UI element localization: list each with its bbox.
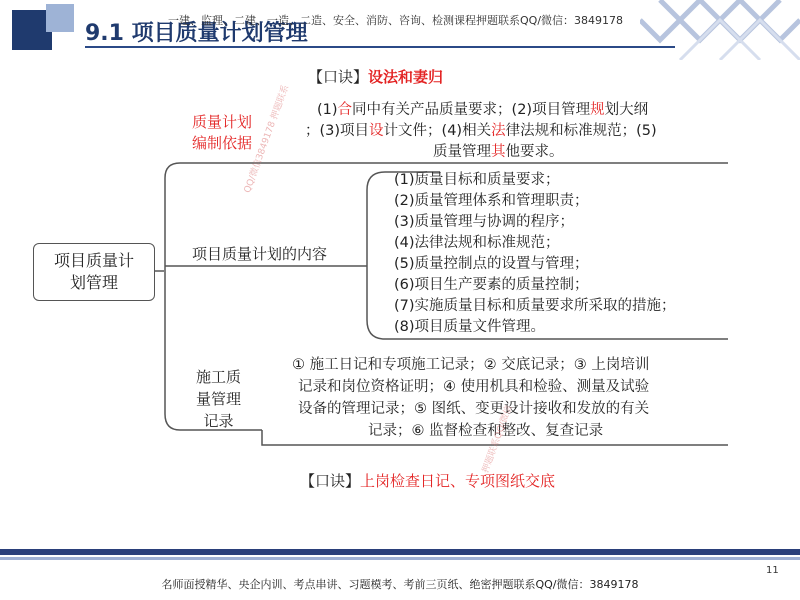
contents-item: (1)质量目标和质量要求； xyxy=(394,172,560,188)
top-contact-note: 一建、监理、二建、一造、二造、安全、消防、咨询、检测课程押题联系QQ/微信：3849178 xyxy=(168,14,624,27)
footer-bar-light xyxy=(0,557,800,560)
branch-contents-label: 项目质量计划的内容 xyxy=(192,245,328,263)
branch-records-label xyxy=(196,366,241,432)
watermark: 押题联系QQ/微信 xyxy=(480,404,515,475)
contents-item: (5)质量控制点的设置与管理； xyxy=(394,256,589,272)
footer-text: 名师面授精华、央企内训、考点串讲、习题模考、考前三页纸、绝密押题联系QQ/微信：3849178 xyxy=(161,578,639,591)
page-title: 9.1 项目质量计划管理 xyxy=(85,21,308,46)
contents-item: (3)质量管理与协调的程序； xyxy=(394,214,575,230)
basis-content-line1: (1)合同中有关产品质量要求；(2)项目管理规划大纲 xyxy=(317,102,649,118)
basis-content-line3: 质量管理其他要求。 xyxy=(433,144,564,160)
watermark: QQ/微信3849178 押题联系 xyxy=(242,83,292,195)
mnemonic-top-prefix: 【口诀】 xyxy=(308,68,369,86)
root-label-line1: 项目质量计 xyxy=(53,251,134,270)
branch-basis-label xyxy=(192,112,252,154)
contents-item: (7)实施质量目标和质量要求所采取的措施； xyxy=(394,298,676,314)
root-label-line2: 划管理 xyxy=(69,273,118,292)
contents-list xyxy=(394,170,676,338)
records-content xyxy=(286,354,649,442)
branch-basis-line1: 质量计划 xyxy=(192,113,253,131)
contents-item: (8)项目质量文件管理。 xyxy=(394,319,546,335)
records-content-line: 记录和岗位资格证明；④ 使用机具和检验、测量及试验 xyxy=(298,379,650,395)
footer-bar xyxy=(0,549,800,555)
mnemonic-bottom-text: 上岗检查日记、专项图纸交底 xyxy=(360,472,556,490)
basis-content xyxy=(305,100,657,163)
contents-item: (6)项目生产要素的质量控制； xyxy=(394,277,589,293)
branch-records-line3: 记录 xyxy=(203,412,234,430)
records-content-line: ① 施工日记和专项施工记录；② 交底记录；③ 上岗培训 xyxy=(292,357,650,373)
contents-item: (2)质量管理体系和管理职责； xyxy=(394,193,589,209)
page-number: 11 xyxy=(766,565,779,576)
mnemonic-top-text: 设法和妻归 xyxy=(368,68,444,86)
branch-basis-line2: 编制依据 xyxy=(192,134,253,152)
root-node xyxy=(33,243,155,301)
branch-records-line2: 量管理 xyxy=(196,390,242,408)
records-content-line: 设备的管理记录；⑤ 图纸、变更设计接收和发放的有关 xyxy=(298,401,650,417)
branch-records-line1: 施工质 xyxy=(196,368,242,386)
records-content-line: 记录；⑥ 监督检查和整改、复查记录 xyxy=(368,423,604,439)
mnemonic-bottom xyxy=(300,470,555,491)
basis-content-line2: ；(3)项目设计文件；(4)相关法律法规和标准规范；(5) xyxy=(305,123,657,139)
mnemonic-bottom-prefix: 【口诀】 xyxy=(300,472,361,490)
contents-item: (4)法律法规和标准规范； xyxy=(394,235,560,251)
